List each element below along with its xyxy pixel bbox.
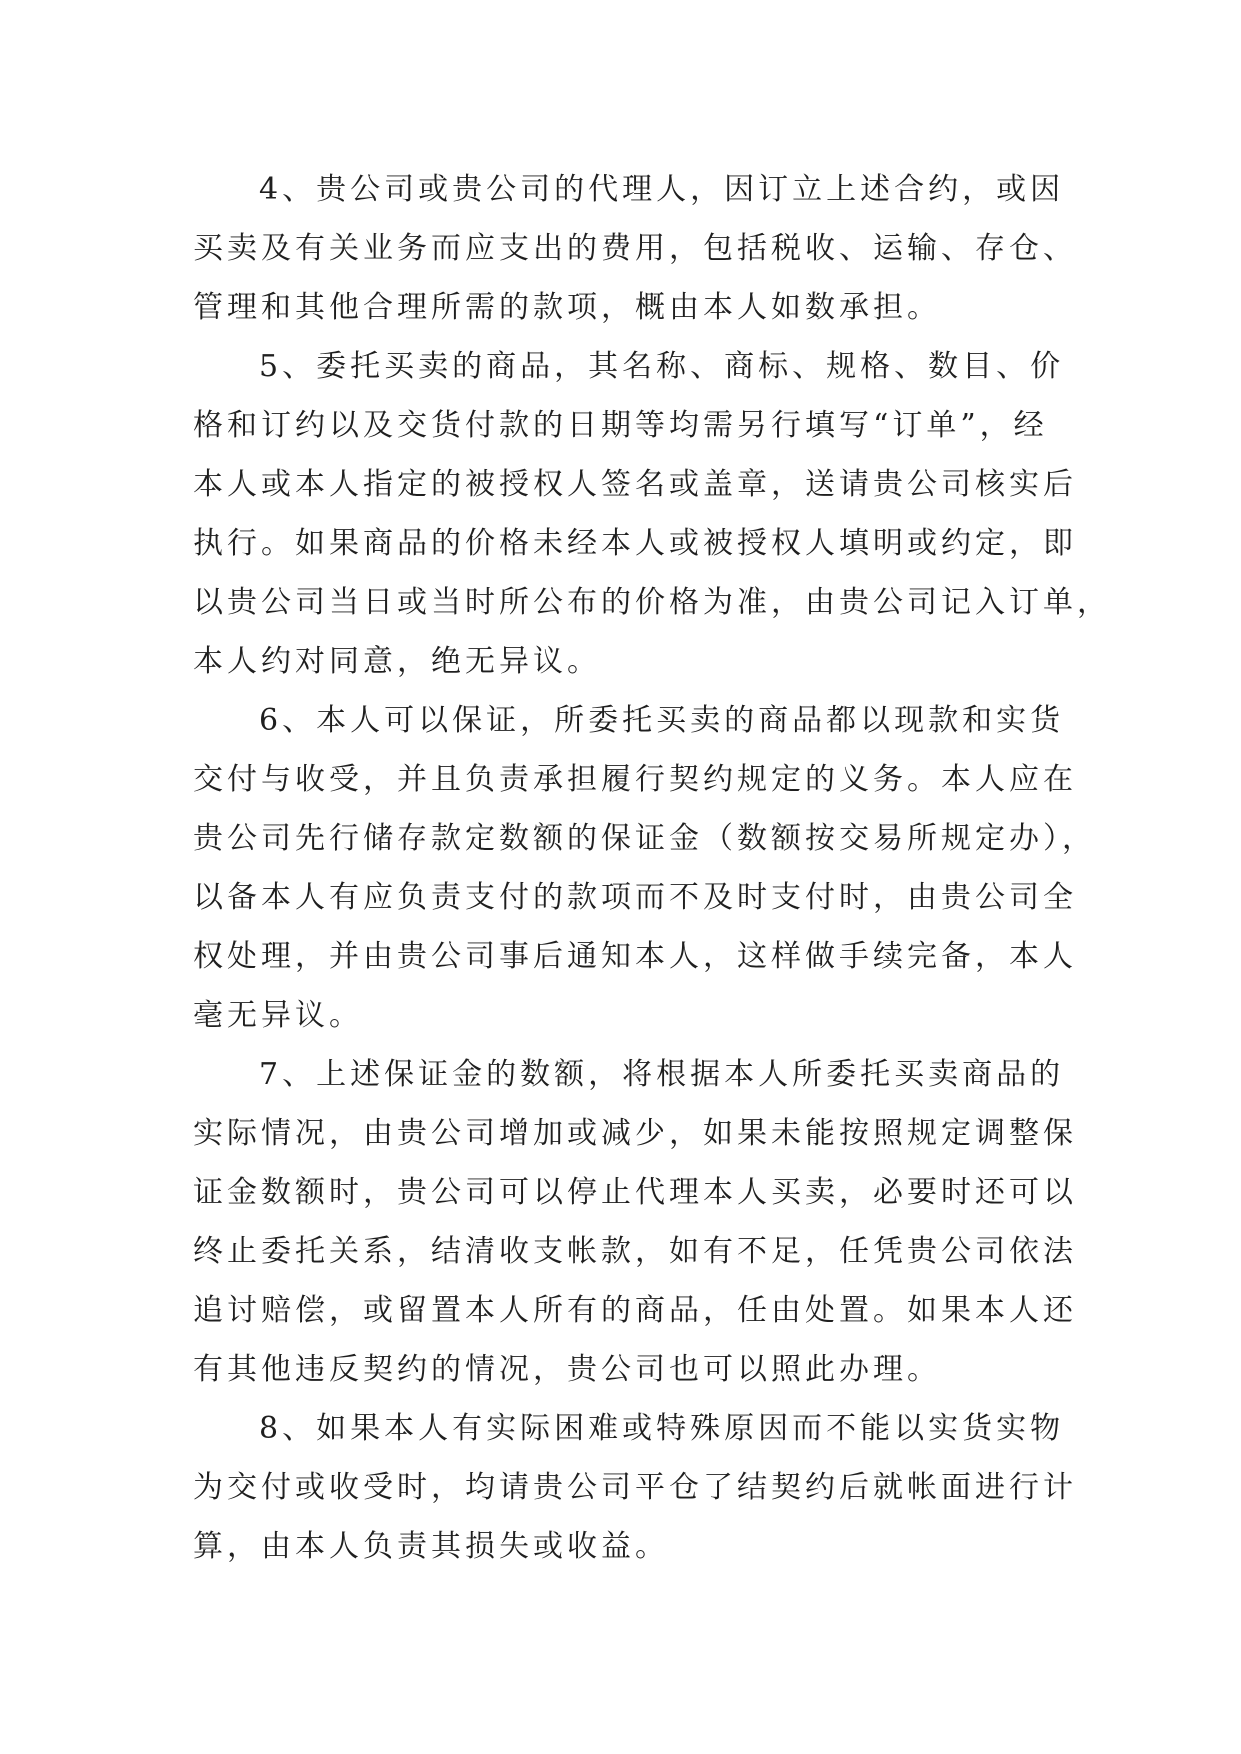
- paragraph-line: 本人或本人指定的被授权人签名或盖章，送请贵公司核实后: [193, 467, 1077, 502]
- paragraph-line: 7、上述保证金的数额，将根据本人所委托买卖商品的: [259, 1057, 1065, 1092]
- paragraph-6: [193, 691, 1096, 1045]
- paragraph-line: 为交付或收受时，均请贵公司平仓了结契约后就帐面进行计: [193, 1470, 1077, 1505]
- paragraph-line: 有其他违反契约的情况，贵公司也可以照此办理。: [193, 1352, 941, 1387]
- paragraph-line: 格和订约以及交货付款的日期等均需另行填写“订单”，经: [193, 408, 1048, 443]
- paragraph-line: 买卖及有关业务而应支出的费用，包括税收、运输、存仓、: [193, 231, 1077, 266]
- paragraph-line: 证金数额时，贵公司可以停止代理本人买卖，必要时还可以: [193, 1175, 1077, 1210]
- paragraph-line: 执行。如果商品的价格未经本人或被授权人填明或约定，即: [193, 526, 1077, 561]
- paragraph-line: 管理和其他合理所需的款项，概由本人如数承担。: [193, 290, 941, 325]
- paragraph-7: [193, 1045, 1079, 1399]
- paragraph-line: 实际情况，由贵公司增加或减少，如果未能按照规定调整保: [193, 1116, 1077, 1151]
- paragraph-line: 权处理，并由贵公司事后通知本人，这样做手续完备，本人: [193, 939, 1077, 974]
- paragraph-line: 8、如果本人有实际困难或特殊原因而不能以实货实物: [259, 1411, 1065, 1446]
- paragraph-line: 本人约对同意，绝无异议。: [193, 644, 601, 679]
- paragraph-line: 贵公司先行储存款定数额的保证金（数额按交易所规定办），: [193, 821, 1096, 856]
- paragraph-4: [193, 160, 1079, 337]
- paragraph-line: 4、贵公司或贵公司的代理人，因订立上述合约，或因: [259, 172, 1065, 207]
- paragraph-line: 毫无异议。: [193, 998, 363, 1033]
- paragraph-line: 以备本人有应负责支付的款项而不及时支付时，由贵公司全: [193, 880, 1077, 915]
- paragraph-line: 交付与收受，并且负责承担履行契约规定的义务。本人应在: [193, 762, 1077, 797]
- document-page: [193, 160, 1111, 1580]
- paragraph-line: 算，由本人负责其损失或收益。: [193, 1529, 669, 1564]
- paragraph-8: [193, 1399, 1079, 1576]
- paragraph-line: 追讨赔偿，或留置本人所有的商品，任由处置。如果本人还: [193, 1293, 1077, 1328]
- paragraph-line: 以贵公司当日或当时所公布的价格为准，由贵公司记入订单，: [193, 585, 1111, 620]
- paragraph-line: 终止委托关系，结清收支帐款，如有不足，任凭贵公司依法: [193, 1234, 1077, 1269]
- paragraph-line: 6、本人可以保证，所委托买卖的商品都以现款和实货: [259, 703, 1065, 738]
- paragraph-line: 5、委托买卖的商品，其名称、商标、规格、数目、价: [259, 349, 1065, 384]
- paragraph-5: [193, 337, 1111, 691]
